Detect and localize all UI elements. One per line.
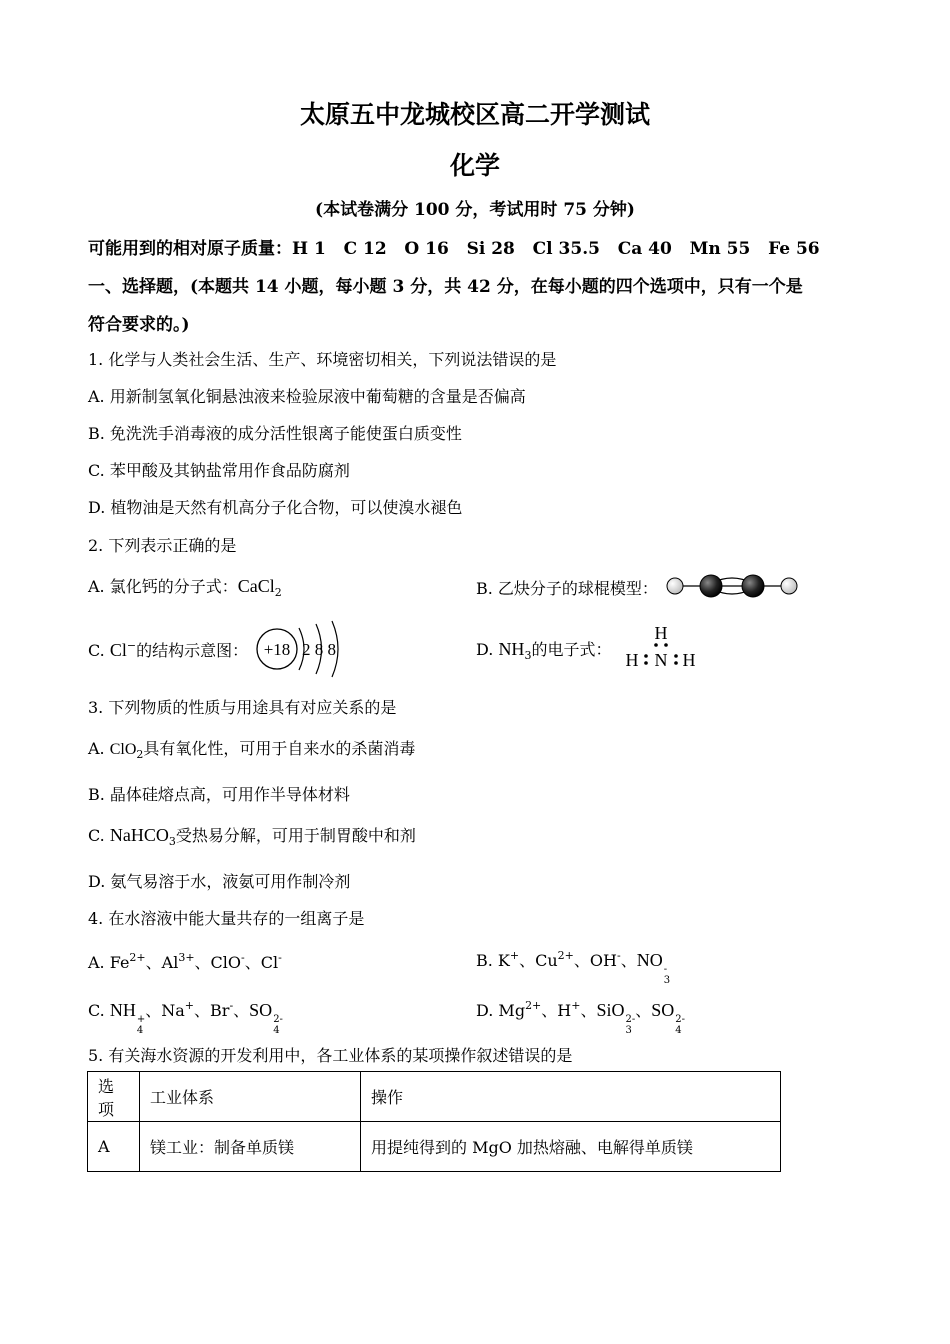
q4-d-so4-sub: 4 (675, 1025, 682, 1036)
ammonia-electron-formula (622, 622, 700, 672)
q4-d-so4-charge: 2- (675, 1014, 686, 1025)
acetylene-ball-stick-model (662, 570, 802, 602)
q2-d-text: 的电子式： (531, 640, 612, 659)
q1-option-a: A. 用新制氢氧化铜悬浊液来检验尿液中葡萄糖的含量是否偏高 (88, 387, 526, 406)
q2-option-c (88, 638, 248, 661)
q4-d-sep2: 、 (635, 1001, 652, 1020)
q4-option-c (88, 998, 283, 1036)
q4-c-nh4-charge: + (136, 1014, 146, 1025)
table-cell: 用提纯得到的 MgO 加热熔融、电解得单质镁 (361, 1122, 781, 1172)
q2-stem: 2. 下列表示正确的是 (88, 536, 237, 555)
q2-c-ion: Cl (109, 640, 127, 660)
q4-c-so4: SO (249, 1000, 273, 1020)
q4-d-mg: D. Mg (476, 1001, 526, 1020)
q3-a-sub: 2 (136, 748, 144, 761)
atomic-masses (88, 234, 820, 259)
q4-option-d (476, 998, 685, 1036)
q1-stem: 1. 化学与人类社会生活、生产、环境密切相关，下列说法错误的是 (88, 350, 557, 369)
q5-table (87, 1071, 781, 1172)
ammonia-left-h: H (625, 650, 639, 670)
q2-d-formula: NH (498, 639, 525, 659)
q4-c-so4-sub: 4 (273, 1025, 280, 1036)
q2-option-d (476, 637, 611, 662)
q2-b-label: B. 乙炔分子的球棍模型： (476, 579, 658, 598)
exam-info: (本试卷满分 100 分，考试用时 75 分钟) (315, 200, 635, 220)
q3-a-formula: ClO (109, 741, 137, 758)
ammonia-n: N (654, 650, 668, 670)
q4-b-oh-charge: - (616, 949, 621, 962)
q3-option-c (88, 823, 416, 848)
table-header-cell: 选项 (88, 1072, 140, 1122)
q4-a-fe: A. Fe (88, 953, 130, 972)
q2-a-formula: CaCl (237, 576, 275, 596)
q4-c-so4-scripts (273, 1014, 283, 1036)
q4-b-no3: NO (636, 950, 663, 970)
q4-a-clo-charge: - (241, 951, 245, 964)
q3-c-label: C. (88, 826, 105, 845)
q4-a-fe-charge: 2+ (129, 951, 146, 964)
q4-b-cu: 、Cu (519, 951, 558, 970)
q4-c-nh4-scripts (137, 1014, 145, 1036)
chloride-structure-diagram (254, 618, 354, 680)
q4-d-h: 、H (541, 1001, 572, 1020)
q2-option-b (476, 576, 658, 599)
q4-b-sep: 、 (620, 951, 637, 970)
q4-d-sep1: 、 (580, 1001, 597, 1020)
atomic-masses-values: H 1 C 12 O 16 Si 28 Cl 35.5 Ca 40 Mn 55 Fe 56 (292, 239, 820, 259)
q2-c-charge: − (126, 639, 137, 652)
q1-option-b: B. 免洗洗手消毒液的成分活性银离子能使蛋白质变性 (88, 424, 462, 443)
exam-title: 太原五中龙城校区高二开学测试 (299, 100, 650, 129)
q3-option-b: B. 晶体硅熔点高，可用作半导体材料 (88, 785, 350, 804)
q4-a-cl-charge: - (278, 951, 282, 964)
atomic-masses-label: 可能用到的相对原子质量： (88, 239, 292, 259)
q4-b-no3-sub: 3 (663, 975, 671, 986)
q4-option-b (476, 948, 670, 986)
q2-option-a (88, 574, 282, 599)
section1-line1: 一、选择题，(本题共 14 小题，每小题 3 分，共 42 分，在每小题的四个选项中，只有一个是 (88, 277, 803, 297)
q3-c-text: 受热易分解，可用于制胃酸中和剂 (175, 826, 416, 845)
q2-c-label: C. (88, 641, 105, 660)
q4-a-al: 、Al (145, 953, 179, 972)
q4-b-no3-scripts (664, 964, 670, 986)
q3-a-text: 具有氧化性，可用于自来水的杀菌消毒 (143, 739, 416, 758)
q4-c-br-charge: - (229, 999, 234, 1012)
q4-c-label: C. (88, 1001, 105, 1020)
q4-b-cu-charge: 2+ (557, 949, 574, 962)
section1-line2: 符合要求的。) (88, 315, 190, 335)
q4-d-so4-scripts (675, 1014, 685, 1036)
q4-b-k: B. K (476, 951, 510, 970)
q4-c-na: 、Na (145, 1001, 185, 1020)
ammonia-top-h: H (654, 623, 668, 643)
q3-option-a (88, 736, 415, 761)
q3-stem: 3. 下列物质的性质与用途具有对应关系的是 (88, 698, 397, 717)
table-row (88, 1122, 781, 1172)
q4-a-al-charge: 3+ (178, 951, 195, 964)
q4-d-sio3: SiO (596, 1000, 625, 1020)
q4-option-a (88, 950, 282, 973)
q4-c-sep: 、 (233, 1001, 250, 1020)
table-header-cell: 工业体系 (140, 1072, 361, 1122)
q5-stem: 5. 有关海水资源的开发利用中，各工业体系的某项操作叙述错误的是 (88, 1046, 573, 1065)
q4-a-cl: 、Cl (244, 953, 279, 972)
q3-c-sub: 3 (168, 835, 176, 848)
q4-a-clo: 、ClO (194, 953, 242, 972)
q4-c-na-charge: + (184, 999, 195, 1012)
q4-c-nh4-sub: 4 (136, 1025, 144, 1036)
table-header-row (88, 1072, 781, 1122)
q4-c-so4-charge: 2- (273, 1014, 283, 1025)
table-cell: A (88, 1122, 140, 1172)
ammonia-right-h: H (682, 650, 696, 670)
q2-a-sub: 2 (274, 586, 282, 599)
q3-c-formula: NaHCO (109, 825, 169, 845)
q4-d-mg-charge: 2+ (525, 999, 542, 1012)
q4-d-so4: SO (651, 1000, 675, 1020)
q4-b-k-charge: + (509, 949, 520, 962)
nucleus-charge: +18 (263, 640, 291, 659)
q4-d-sio3-scripts (626, 1014, 636, 1036)
q4-c-br: 、Br (194, 1001, 230, 1020)
q3-a-label: A. (88, 739, 105, 758)
q4-c-nh4: NH (109, 1000, 136, 1020)
table-header-cell: 操作 (361, 1072, 781, 1122)
electron-shells: 2 8 8 (302, 640, 336, 659)
q4-b-oh: 、OH (573, 951, 617, 970)
q2-d-sub: 3 (524, 649, 532, 662)
q3-option-d: D. 氨气易溶于水，液氨可用作制冷剂 (88, 872, 351, 891)
q2-a-label: A. 氯化钙的分子式： (88, 577, 238, 596)
q4-d-sio3-sub: 3 (625, 1025, 632, 1036)
q1-option-c: C. 苯甲酸及其钠盐常用作食品防腐剂 (88, 461, 350, 480)
q4-stem: 4. 在水溶液中能大量共存的一组离子是 (88, 909, 365, 928)
q4-b-no3-charge: - (663, 964, 668, 975)
q2-d-label: D. (476, 640, 494, 659)
subject-title: 化学 (449, 151, 500, 180)
table-cell: 镁工业：制备单质镁 (140, 1122, 361, 1172)
q4-d-h-charge: + (571, 999, 581, 1012)
q2-c-text: 的结构示意图： (136, 641, 249, 660)
q1-option-d: D. 植物油是天然有机高分子化合物，可以使溴水褪色 (88, 498, 463, 517)
q4-d-sio3-charge: 2- (625, 1014, 636, 1025)
